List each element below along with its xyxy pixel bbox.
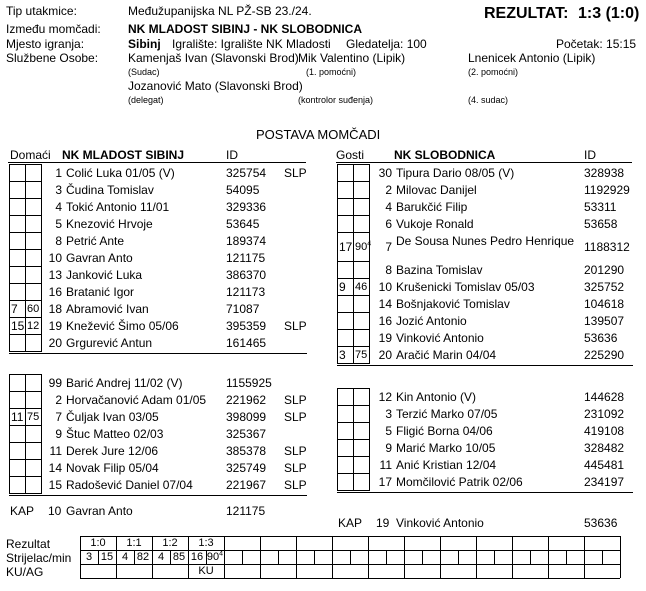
score-row-label-result: Rezultat [6,537,51,551]
away-team-name: NK SLOBODNICA [394,148,496,162]
score-grid-hline [80,578,620,579]
home-team-name: NK MLADOST SIBINJ [62,148,185,162]
away-starter-sub-minute-box [337,164,354,182]
away-starter-shirt-number: 20 [378,348,392,362]
score-grid-vline [260,536,261,578]
away-starter-sub-minute-box [353,312,370,330]
attendance: Gledatelja: 100 [346,37,427,51]
score-result: 1:2 [162,537,178,549]
away-captain-number: 19 [376,516,390,530]
away-starter-shirt-number: 6 [385,217,392,231]
extra-time-sup: 4 [367,240,372,248]
home-starter-player-id: 53645 [226,217,260,231]
home-starter-sub-player-number: 7 [11,302,18,316]
away-starter-sub-minute-box [337,181,354,199]
away-starter-sub-minute-box [353,261,370,279]
score-grid-vline [476,536,477,578]
home-sub-player-note: SLP [284,461,307,475]
home-id-label: ID [226,148,238,162]
away-sub-player-id: 419108 [584,424,625,438]
away-starter-player-id: 104618 [584,297,625,311]
away-starter-player-name: De Sousa Nunes Pedro Henrique [396,234,575,248]
away-starter-sub-minute-box [353,329,370,347]
scorer-minute: $90^4$ [206,550,224,563]
home-starter-sub-minute: 60 [27,303,40,315]
home-sub-sub-minute-box [9,374,26,392]
away-starter-sub-minute-box [337,198,354,216]
score-grid-vline [404,536,405,578]
home-starter-player-name: Knezović Hrvoje [66,217,153,231]
away-sub-sub-minute-box [353,405,370,423]
home-starter-player-id: 329336 [226,200,267,214]
home-starter-player-note: SLP [284,319,307,333]
away-sub-player-id: 328482 [584,441,625,455]
away-sub-player-id: 234197 [584,475,625,489]
home-sub-player-id: 398099 [226,410,267,424]
score-result: 1:0 [90,537,106,549]
away-sub-shirt-number: 17 [378,475,392,489]
score-grid-vline [386,550,387,564]
away-starter-divider [337,365,633,366]
away-captain-label: KAP [338,516,363,530]
home-sub-player-id: 325749 [226,461,267,475]
away-sub-player-name: Marić Marko 10/05 [396,441,496,455]
away-sub-shirt-number: 11 [379,458,392,472]
extra-time-sup: 4 [219,550,224,558]
score-row-label-ku: KU/AG [6,565,44,579]
away-starter-sub-minute: $90^4$ [355,240,372,253]
away-sub-sub-minute-box [353,388,370,406]
away-starter-sub-minute-box [337,295,354,313]
away-starter-shirt-number: 16 [378,314,392,328]
home-starter-sub-minute-box [9,215,26,233]
home-sub-divider [9,495,307,496]
away-sub-shirt-number: 12 [378,390,392,404]
home-starter-sub-minute-box [9,283,26,301]
away-starter-sub-player-number: 17 [339,240,353,254]
away-starter-sub-player-number: 9 [339,280,346,294]
home-starter-player-name: Colić Luka 01/05 (V) [66,166,175,180]
away-id-label: ID [584,148,596,162]
home-starter-shirt-number: 10 [48,251,62,265]
home-sub-player-note: SLP [284,478,307,492]
away-starter-shirt-number: 7 [385,240,392,254]
scorer-number: 16 [190,551,204,563]
away-starter-shirt-number: 2 [385,183,392,197]
home-starter-sub-minute-box [9,334,26,352]
away-starter-sub-minute-box [353,164,370,182]
home-starter-sub-minute-box [9,232,26,250]
ku-ag-value: KU [198,565,214,577]
away-starter-sub-minute-box [337,261,354,279]
score-grid-vline [368,536,369,578]
stadium: Igralište: Igralište NK Mladosti [172,37,331,51]
away-starter-player-name: Krušenicki Tomislav 05/03 [396,280,535,294]
delegate-role: (delegat) [128,95,164,105]
home-starter-shirt-number: 20 [48,336,62,350]
home-starter-player-id: 325754 [226,166,267,180]
score-grid-vline [620,536,621,578]
away-starter-player-id: 139507 [584,314,625,328]
home-sub-shirt-number: 14 [48,461,62,475]
away-starter-sub-minute-box [337,215,354,233]
score-grid-vline [602,550,603,564]
away-sub-shirt-number: 3 [385,407,392,421]
home-sub-sub-minute-box [9,442,26,460]
home-sub-shirt-number: 11 [49,444,62,458]
home-starter-sub-minute-box [9,164,26,182]
result-label: REZULTAT: [484,5,569,22]
home-sub-sub-minute-box [9,476,26,494]
home-sub-sub-minute: 75 [27,411,40,423]
home-starter-shirt-number: 19 [48,319,62,333]
away-captain-id: 53636 [584,516,618,530]
away-starter-sub-minute-box [353,215,370,233]
home-starter-player-name: Bratanić Igor [66,285,135,299]
away-starter-sub-minute-box [353,181,370,199]
home-starter-player-name: Petrić Ante [66,234,125,248]
away-starter-sub-minute-box [337,312,354,330]
referee-role: (Sudac) [128,67,160,77]
away-sub-player-id: 445481 [584,458,625,472]
away-starter-player-name: Bošnjaković Tomislav [396,297,510,311]
away-sub-sub-minute-box [353,439,370,457]
away-starter-player-name: Milovac Danijel [396,183,477,197]
score-grid-vline [566,550,567,564]
away-sub-sub-minute-box [337,422,354,440]
score-grid-vline [458,550,459,564]
away-sub-sub-minute-box [337,439,354,457]
away-sub-player-name: Terzić Marko 07/05 [396,407,498,421]
away-starter-shirt-number: 30 [378,166,392,180]
away-starter-player-id: 53311 [584,200,617,214]
home-starter-player-name: Grgurević Antun [66,336,153,350]
home-starter-sub-minute-box [9,266,26,284]
score-grid-vline [242,550,243,564]
away-sub-sub-minute-box [337,456,354,474]
home-sub-shirt-number: 99 [48,376,62,390]
result-value: 1:3 (1:0) [578,5,640,22]
away-starter-sub-minute: 46 [355,281,368,293]
scorer-number: 4 [121,551,129,563]
away-sub-player-name: Momčilović Patrik 02/06 [396,475,523,489]
away-starter-player-id: 201290 [584,263,625,277]
home-sub-player-id: 385378 [226,444,267,458]
home-starter-player-name: Abramović Ivan [66,302,149,316]
away-starter-player-id: 1188312 [584,240,630,254]
delegate-name: Jozanović Mato (Slavonski Brod) [128,79,303,93]
away-sub-sub-minute-box [337,405,354,423]
away-sub-sub-minute-box [353,456,370,474]
home-sub-sub-minute-box [9,425,26,443]
match-type-value: Međužupanijska NL PŽ-SB 23./24. [128,4,312,18]
score-grid-vline [332,536,333,578]
assistant2-name: Lnenicek Antonio (Lipik) [468,51,596,65]
away-sub-divider [337,492,633,493]
home-sub-player-note: SLP [284,393,307,407]
away-sub-player-id: 231092 [584,407,625,421]
home-sub-player-id: 1155925 [226,376,272,390]
away-starter-player-id: 1192929 [584,183,630,197]
scorer-number: 4 [157,551,165,563]
home-sub-player-name: Čuljak Ivan 03/05 [66,410,159,424]
home-captain-name: Gavran Anto [66,504,133,518]
away-starter-player-id: 53636 [584,331,618,345]
home-starter-sub-minute-box [9,181,26,199]
score-grid-vline [512,536,513,578]
away-starter-shirt-number: 14 [378,297,392,311]
home-sub-player-name: Štuc Matteo 02/03 [66,427,164,441]
score-result: 1:1 [126,537,142,549]
score-grid-vline [584,536,585,578]
home-starter-shirt-number: 16 [48,285,62,299]
score-grid-vline [350,550,351,564]
away-starter-player-name: Barukčić Filip [396,200,468,214]
home-sub-player-name: Radošević Daniel 07/04 [66,478,193,492]
home-starter-shirt-number: 5 [55,217,62,231]
home-starter-player-id: 189374 [226,234,267,248]
section-title: POSTAVA MOMČADI [256,127,381,142]
home-sub-shirt-number: 15 [48,478,62,492]
away-starter-player-id: 328938 [584,166,625,180]
home-starter-player-name: Knežević Šimo 05/06 [66,319,179,333]
scorer-number: 3 [85,551,93,563]
away-sub-sub-minute-box [353,473,370,491]
away-starter-shirt-number: 4 [385,200,392,214]
home-captain-id: 121175 [226,504,266,518]
score-grid-vline [314,550,315,564]
home-starter-player-id: 121175 [226,251,266,265]
away-starter-sub-minute-box [353,198,370,216]
home-captain-label: KAP [10,504,35,518]
home-sub-player-name: Novak Filip 05/04 [66,461,159,475]
score-grid-vline [440,536,441,578]
score-grid-hline [80,564,620,565]
home-starter-shirt-number: 8 [55,234,62,248]
home-starter-player-id: 121173 [226,285,266,299]
away-starter-shirt-number: 19 [378,331,392,345]
home-sub-player-note: SLP [284,410,307,424]
away-starter-player-name: Jozić Antonio [396,314,467,328]
away-sub-shirt-number: 5 [385,424,392,438]
home-sub-sub-minute-box [9,459,26,477]
away-starter-sub-minute-box [337,329,354,347]
home-starter-player-name: Tokić Antonio 11/01 [66,200,170,214]
home-starter-shirt-number: 1 [55,166,62,180]
teams-value: NK MLADOST SIBINJ - NK SLOBODNICA [128,22,362,36]
home-sub-shirt-number: 2 [55,393,62,407]
away-sub-sub-minute-box [353,422,370,440]
away-sub-player-name: Kin Antonio (V) [396,390,477,404]
home-column-label: Domaći [10,148,51,162]
scorer-minute: 15 [100,551,114,563]
home-sub-player-name: Barić Andrej 11/02 (V) [66,376,183,390]
home-starter-sub-minute-box [9,249,26,267]
score-grid-vline [224,536,225,578]
away-starter-player-name: Vinković Antonio [396,331,484,345]
away-starter-player-name: Vukoje Ronald [396,217,474,231]
controller-role: (kontrolor suđenja) [298,95,374,105]
away-sub-player-name: Anić Kristian 12/04 [396,458,497,472]
match-type-label: Tip utakmice: [6,4,77,18]
home-sub-player-name: Horvačanović Adam 01/05 [66,393,207,407]
away-captain-name: Vinković Antonio [396,516,484,530]
kickoff: Početak: 15:15 [556,37,637,51]
home-starter-player-id: 386370 [226,268,267,282]
assistant1-role: (1. pomoćni) [306,67,357,77]
home-starter-player-name: Janković Luka [66,268,143,282]
home-starter-sub-minute: 12 [27,320,40,332]
score-grid-vline [548,536,549,578]
score-row-label-scorer: Strijelac/min [6,551,72,565]
away-starter-shirt-number: 10 [378,280,392,294]
home-starter-player-name: Čudina Tomislav [66,183,154,197]
home-captain-number: 10 [48,504,62,518]
home-starter-shirt-number: 18 [48,302,62,316]
away-sub-sub-minute-box [337,473,354,491]
scorer-minute: 82 [136,551,150,563]
home-starter-shirt-number: 4 [55,200,62,214]
score-grid-vline [422,550,423,564]
home-starter-player-name: Gavran Anto [66,251,133,265]
assistant1-name: Mik Valentino (Lipik) [298,51,406,65]
score-grid-vline [494,550,495,564]
home-sub-player-note: SLP [284,444,307,458]
teams-label: Između momčadi: [6,22,101,36]
home-sub-player-id: 221962 [226,393,267,407]
home-starter-divider [9,353,307,354]
home-starter-player-id: 395359 [226,319,267,333]
venue-value: Sibinj [128,37,161,51]
fourth-official-role: (4. sudac) [468,95,509,105]
home-starter-shirt-number: 13 [48,268,62,282]
assistant2-role: (2. pomoćni) [468,67,519,77]
home-starter-player-id: 54095 [226,183,260,197]
score-grid-vline [530,550,531,564]
referee-name: Kamenjaš Ivan (Slavonski Brod) [128,51,299,65]
home-sub-sub-minute-box [9,391,26,409]
away-starter-player-id: 325752 [584,280,625,294]
score-grid-vline [278,550,279,564]
home-starter-sub-minute-box [9,198,26,216]
away-starter-shirt-number: 8 [385,263,392,277]
away-sub-player-name: Fligić Borna 04/06 [396,424,493,438]
away-starter-sub-minute: 75 [355,349,368,361]
away-starter-player-id: 225290 [584,348,625,362]
away-starter-player-id: 53658 [584,217,618,231]
home-sub-sub-player-number: 11 [11,410,24,424]
away-starter-player-name: Bazina Tomislav [396,263,483,277]
home-sub-shirt-number: 7 [55,410,62,424]
score-grid-vline [296,536,297,578]
away-column-label: Gosti [336,148,365,162]
home-sub-shirt-number: 9 [55,427,62,441]
home-sub-player-name: Derek Jure 12/06 [66,444,159,458]
score-result: 1:3 [198,537,214,549]
home-starter-sub-player-number: 15 [11,319,25,333]
away-sub-shirt-number: 9 [385,441,392,455]
away-starter-sub-minute-box [353,295,370,313]
away-starter-sub-player-number: 3 [339,348,346,362]
officials-label: Službene Osobe: [6,51,99,65]
home-starter-shirt-number: 3 [55,183,62,197]
home-sub-player-id: 221967 [226,478,267,492]
home-starter-player-id: 71087 [226,302,260,316]
away-sub-player-id: 144628 [584,390,625,404]
away-starter-player-name: Aračić Marin 04/04 [396,348,497,362]
away-sub-sub-minute-box [337,388,354,406]
home-sub-player-id: 325367 [226,427,267,441]
away-starter-player-name: Tipura Dario 08/05 (V) [396,166,515,180]
scorer-minute: 85 [172,551,186,563]
venue-label: Mjesto igranja: [6,37,85,51]
home-starter-player-note: SLP [284,166,307,180]
home-starter-player-id: 161465 [226,336,267,350]
